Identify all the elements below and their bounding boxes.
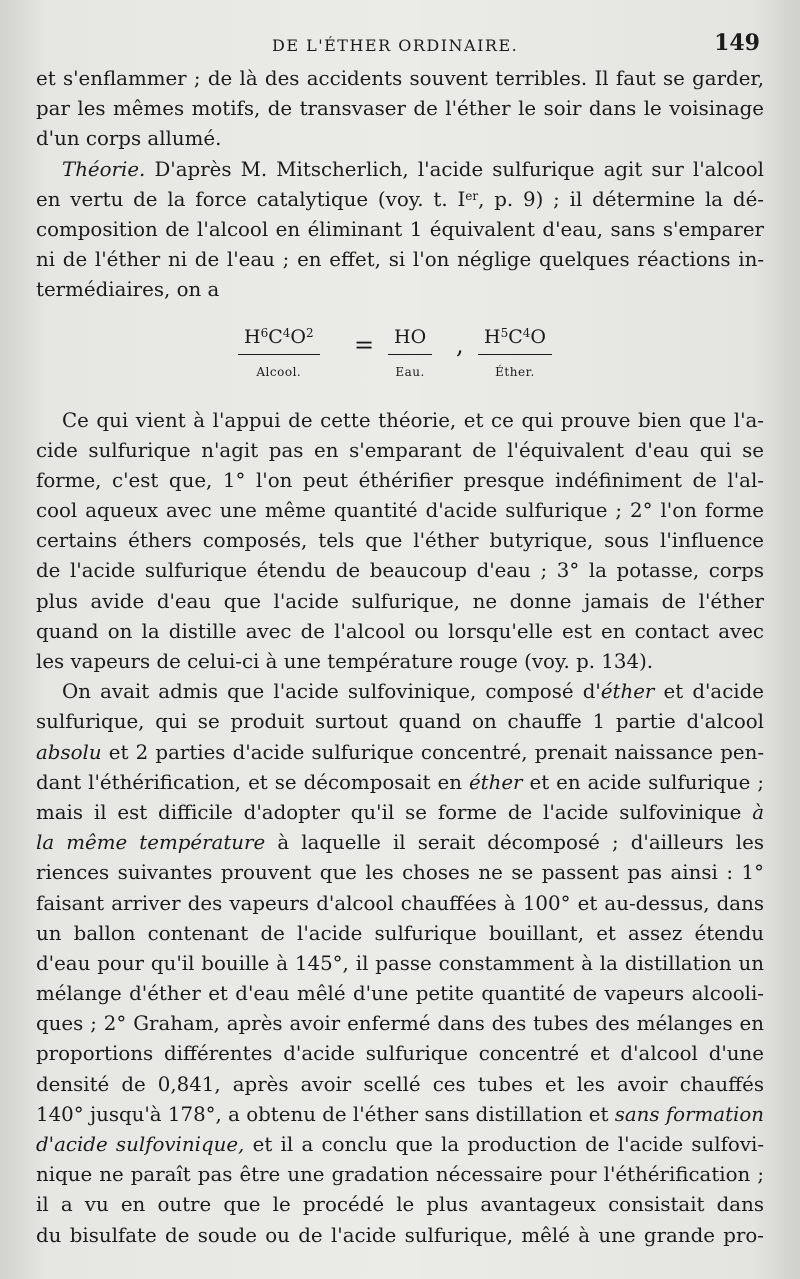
running-head: DE L'ÉTHER ORDINAIRE. (272, 36, 519, 55)
text-line: cool aqueux avec une même quantité d'acide sulfurique ; 2° l'on forme (36, 499, 764, 523)
italic-fragment: la même température (36, 831, 266, 855)
text-line: ques ; 2° Graham, après avoir enfermé dans des tubes des mélanges en (36, 1012, 764, 1036)
text-line: plus avide d'eau que l'acide sulfurique, ne donne jamais de l'éther (36, 589, 764, 613)
equation-term-alcool (238, 322, 320, 387)
page-number: 149 (714, 30, 760, 56)
text-line (36, 677, 764, 707)
italic-fragment: éther (600, 680, 655, 704)
text-line: forme, c'est que, 1° l'on peut éthérifier presque indéfiniment de l'al- (36, 468, 764, 492)
text-line: cide sulfurique n'agit pas en s'emparant de l'équivalent d'eau qui se (36, 438, 764, 462)
text-fragment: dant l'éthérification, et se décomposait en (36, 770, 469, 794)
superscript: er (465, 188, 479, 203)
text-line: composition de l'alcool en éliminant 1 équivalent d'eau, sans s'emparer (36, 217, 764, 241)
italic-fragment: sans formation (614, 1102, 764, 1126)
formula: $H^5C^4O$ (478, 322, 552, 355)
chemical-equation (36, 308, 764, 400)
text-fragment: et d'acide (654, 680, 764, 704)
text-line: les vapeurs de celui-ci à une température rouge (voy. p. 134). (36, 650, 654, 673)
text-line: certains éthers composés, tels que l'éther butyrique, sous l'influence (36, 529, 764, 553)
italic-fragment: éther (468, 770, 523, 794)
text-fragment: à laquelle il serait décomposé ; d'ailleurs les (277, 831, 764, 855)
text-fragment: On avait admis que l'acide sulfovinique, composé d' (62, 680, 601, 704)
text-line: par les mêmes motifs, de transvaser de l'éther le soir dans le voisinage (36, 97, 764, 121)
text-line: densité de 0,841, après avoir scellé ces tubes et les avoir chauffés (36, 1072, 764, 1096)
body-text (36, 64, 764, 1251)
text-line: faisant arriver des vapeurs d'alcool chauffées à 100° et au-dessus, dans (36, 891, 764, 915)
text-line (36, 155, 764, 185)
text-line: du bisulfate de soude ou de l'acide sulfurique, mêlé à une grande pro- (36, 1223, 764, 1247)
formula-label: Éther. (495, 364, 535, 379)
text-line: proportions différentes d'acide sulfurique concentré et d'alcool d'une (36, 1042, 764, 1066)
text-line (36, 828, 764, 858)
text-line: d'un corps allumé. (36, 127, 222, 151)
text-line (36, 798, 764, 828)
text-line (36, 185, 764, 215)
text-fragment: et 2 parties d'acide sulfurique concentré, prenait naissance pen- (101, 740, 764, 764)
text-line: ni de l'éther ni de l'eau ; en effet, si l'on néglige quelques réactions in- (36, 248, 764, 272)
text-fragment: 140° jusqu'à 178°, a obtenu de l'éther sans distillation et (36, 1102, 615, 1126)
formula-label: Alcool. (256, 364, 302, 379)
text-line: d'eau pour qu'il bouille à 145°, il passe constamment à la distillation un (36, 951, 764, 975)
text-line: quand on la distille avec de l'alcool ou lorsqu'elle est en contact avec (36, 619, 764, 643)
equation-term-eau (388, 322, 432, 387)
equals-sign: = (354, 330, 375, 359)
equation-term-ether (478, 322, 552, 387)
text-line: un ballon contenant de l'acide sulfurique bouillant, et assez étendu (36, 921, 764, 945)
text-line: de l'acide sulfurique étendu de beaucoup d'eau ; 3° la potasse, corps (36, 559, 764, 583)
italic-fragment: à (752, 800, 764, 824)
text-line (36, 1100, 764, 1130)
page-header (0, 30, 800, 64)
text-line (36, 1130, 764, 1160)
italic-fragment: absolu (36, 740, 102, 764)
text-line (36, 738, 764, 768)
text-fragment: , p. 9) ; il détermine la dé- (478, 187, 764, 211)
formula: HO (388, 322, 432, 355)
formula: $H^6C^4O^2$ (238, 322, 320, 355)
text-line: mélange d'éther et d'eau mêlé d'une petite quantité de vapeurs alcooli- (36, 982, 764, 1006)
text-fragment: mais il est difficile d'adopter qu'il se forme de l'acide sulfovinique (36, 800, 753, 824)
text-line (36, 768, 764, 798)
text-fragment: en vertu de la force catalytique (voy. t. I (36, 187, 466, 211)
italic-fragment: d'acide sulfovinique, (36, 1133, 245, 1156)
text-fragment: et il a conclu que la production de l'acide sulfovi- (244, 1133, 764, 1156)
theory-label: Théorie. (62, 157, 146, 181)
text-line: nique ne paraît pas être une gradation nécessaire pour l'éthérification ; (36, 1163, 764, 1187)
comma-sign: , (456, 330, 464, 359)
formula-label: Eau. (395, 364, 425, 379)
text-line: sulfurique, qui se produit surtout quand on chauffe 1 partie d'alcool (36, 710, 764, 734)
text-fragment: et en acide sulfurique ; (522, 770, 764, 794)
text-line: Ce qui vient à l'appui de cette théorie, et ce qui prouve bien que l'a- (62, 408, 764, 432)
text-line: riences suivantes prouvent que les choses ne se passent pas ainsi : 1° (36, 861, 764, 885)
text-line: termédiaires, on a (36, 278, 220, 302)
text-line: il a vu en outre que le procédé le plus avantageux consistait dans (36, 1193, 764, 1217)
text-line: et s'enflammer ; de là des accidents souvent terribles. Il faut se garder, (36, 67, 764, 90)
text-fragment: D'après M. Mitscherlich, l'acide sulfurique agit sur l'alcool (145, 157, 764, 181)
